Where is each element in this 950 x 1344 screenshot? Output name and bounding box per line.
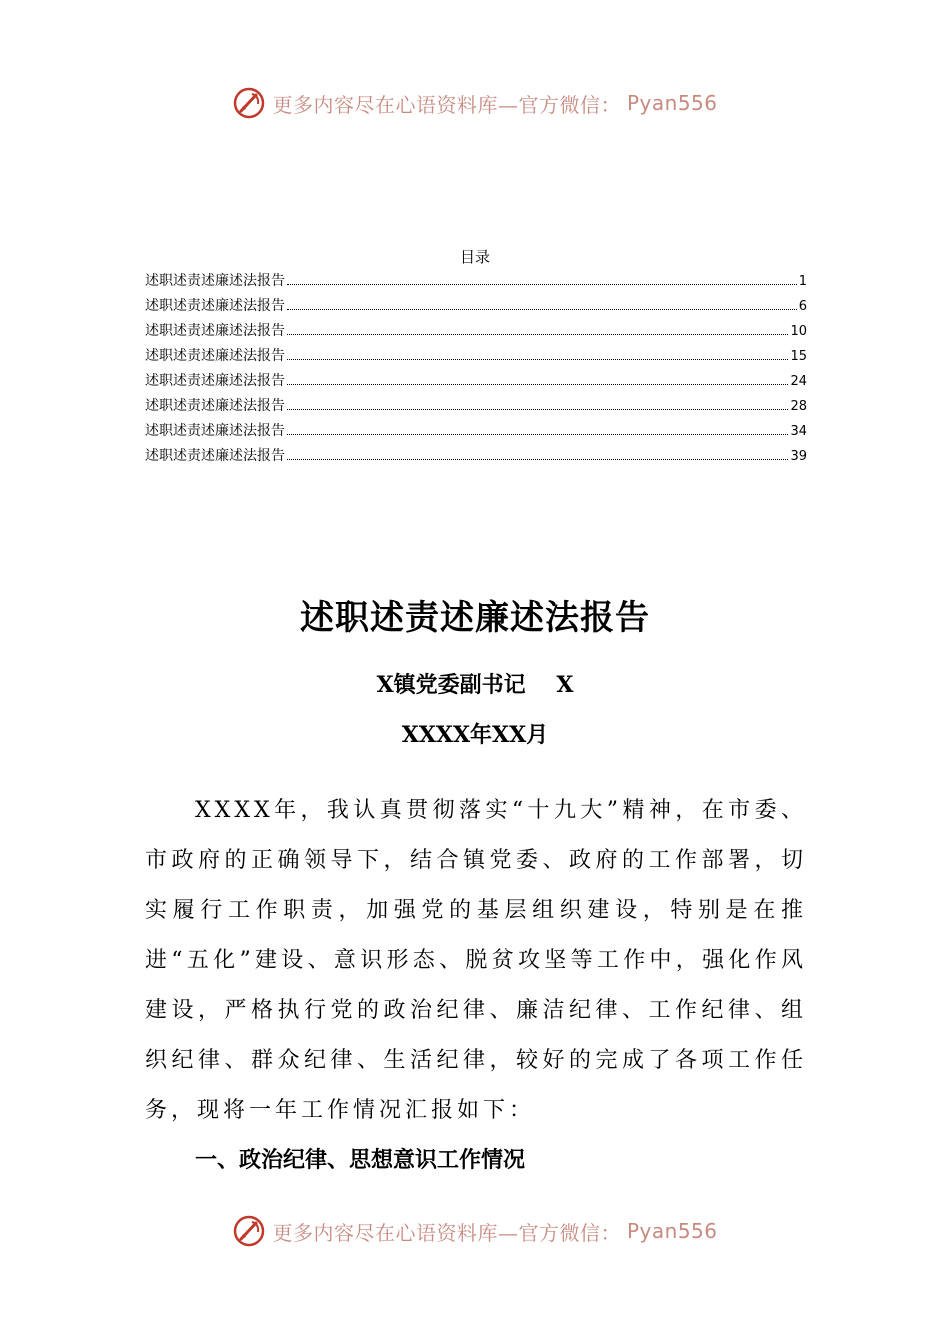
toc-entry[interactable] — [145, 270, 807, 295]
watermark-footer — [0, 1214, 950, 1248]
watermark-header — [0, 86, 950, 120]
toc-entry-label: 述职述责述廉述法报告 — [145, 298, 285, 314]
toc-entry[interactable] — [145, 295, 807, 320]
toc-entry[interactable] — [145, 395, 807, 420]
toc-entry-page: 10 — [790, 324, 807, 339]
toc-entry[interactable] — [145, 420, 807, 445]
toc-entry-label: 述职述责述廉述法报告 — [145, 398, 285, 414]
toc-entry-label: 述职述责述廉述法报告 — [145, 348, 285, 364]
toc-entry-label: 述职述责述廉述法报告 — [145, 448, 285, 464]
pen-logo-icon — [232, 1214, 266, 1248]
pen-logo-icon — [232, 86, 266, 120]
toc-dot-leader — [287, 359, 788, 360]
section-heading: 一、政治纪律、思想意识工作情况 — [195, 1148, 526, 1173]
document-title: 述职述责述廉述法报告 — [300, 598, 650, 638]
toc-entry[interactable] — [145, 445, 807, 470]
toc-entry-label: 述职述责述廉述法报告 — [145, 373, 285, 389]
toc-entry-page: 28 — [790, 399, 807, 414]
toc-dot-leader — [287, 309, 797, 310]
toc-entry-label: 述职述责述廉述法报告 — [145, 423, 285, 439]
toc-entry-page: 1 — [798, 274, 807, 289]
toc-entry-page: 15 — [790, 349, 807, 364]
toc-entry-page: 24 — [790, 374, 807, 389]
toc-entry-page: 39 — [790, 449, 807, 464]
intro-paragraph: XXXX年，我认真贯彻落实“十九大”精神，在市委、市政府的正确领导下，结合镇党委、政府的工作部署，切实履行工作职责，加强党的基层组织建设，特别是在推进“五化”建设、意识形态、脱贫攻坚等工作中，强化作风建设，严格执行党的政治纪律、廉洁纪律、工作纪律、组织纪律、群众纪律、生活纪律，较好的完成了各项工作任务，现将一年工作情况汇报如下： — [145, 798, 807, 1123]
document-date: XXXX年XX月 — [401, 722, 549, 748]
toc-entry-label: 述职述责述廉述法报告 — [145, 273, 285, 289]
toc-entry-page: 6 — [798, 299, 807, 314]
document-author: X镇党委副书记 X — [376, 672, 574, 698]
toc-entry-label: 述职述责述廉述法报告 — [145, 323, 285, 339]
toc-entry-page: 34 — [790, 424, 807, 439]
toc-dot-leader — [287, 409, 788, 410]
watermark-text: 更多内容尽在心语资料库—官方微信： — [272, 92, 621, 117]
table-of-contents — [145, 270, 807, 470]
toc-dot-leader — [287, 434, 788, 435]
toc-entry[interactable] — [145, 345, 807, 370]
watermark-wechat-id: Pyan556 — [626, 1219, 718, 1243]
toc-dot-leader — [287, 284, 797, 285]
toc-entry[interactable] — [145, 320, 807, 345]
toc-dot-leader — [287, 459, 788, 460]
toc-entry[interactable] — [145, 370, 807, 395]
watermark-wechat-id: Pyan556 — [626, 91, 718, 115]
toc-dot-leader — [287, 334, 788, 335]
watermark-text: 更多内容尽在心语资料库—官方微信： — [272, 1220, 621, 1245]
toc-dot-leader — [287, 384, 788, 385]
toc-title: 目录 — [459, 248, 490, 266]
